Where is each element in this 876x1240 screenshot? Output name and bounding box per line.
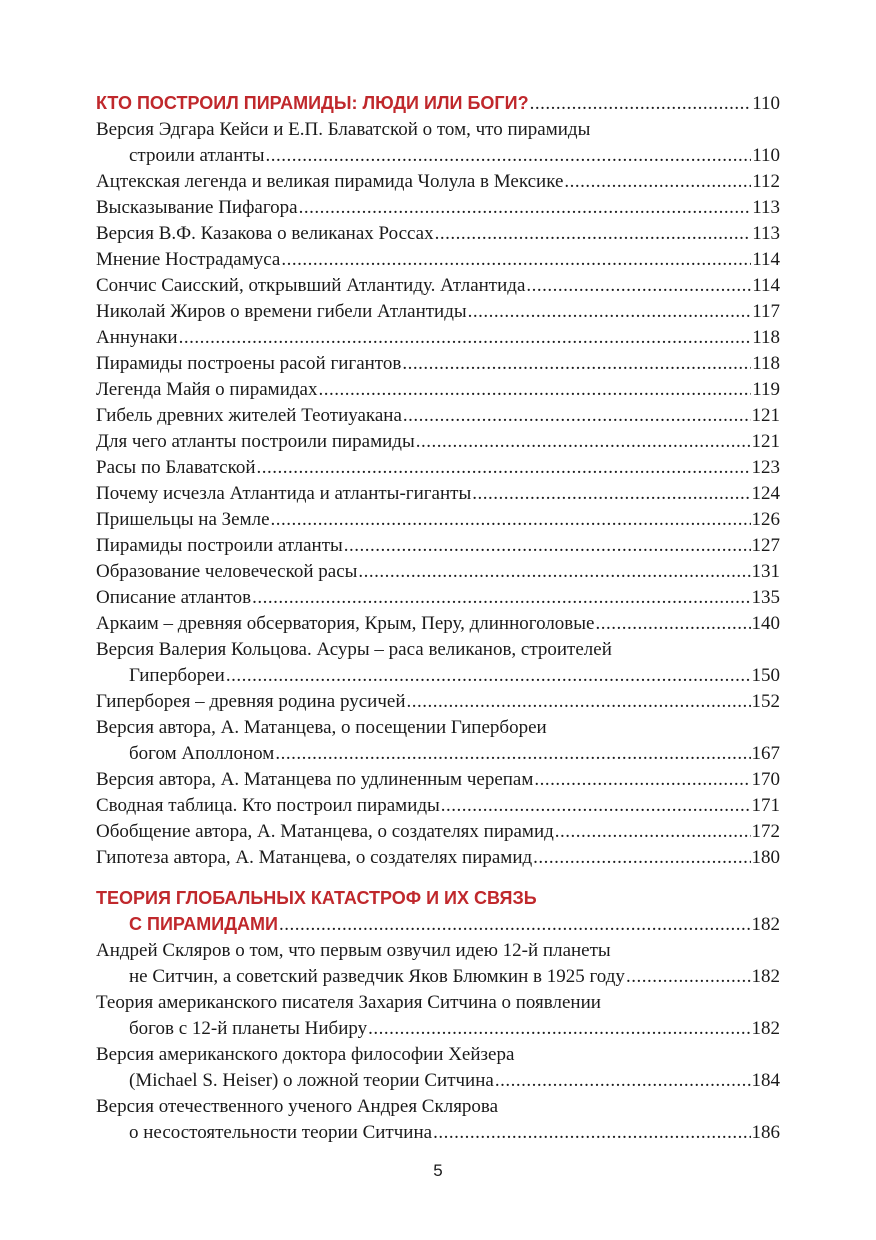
toc-entry xyxy=(96,325,780,351)
toc-entry xyxy=(96,585,780,611)
toc-entry-title: Образование человеческой расы xyxy=(96,561,358,582)
toc-entry xyxy=(96,1016,780,1042)
toc-entry xyxy=(96,221,780,247)
dot-leader xyxy=(472,481,750,507)
toc-entry xyxy=(96,247,780,273)
toc-entry-title: Версия В.Ф. Казакова о великанах Россах xyxy=(96,223,434,244)
toc-entry-title: Обобщение автора, А. Матанцева, о создателях пирамид xyxy=(96,821,554,842)
dot-leader xyxy=(626,964,751,990)
dot-leader xyxy=(279,912,751,938)
toc-page-number: 121 xyxy=(751,405,780,426)
toc-entry-title: Высказывание Пифагора xyxy=(96,197,298,218)
toc-page-number: 118 xyxy=(752,327,780,348)
toc-entry xyxy=(96,169,780,195)
toc-page-number: 118 xyxy=(752,353,780,374)
page-number: 5 xyxy=(433,1161,443,1180)
dot-leader xyxy=(275,741,750,767)
toc-entry-title: Аннунаки xyxy=(96,327,178,348)
toc-entry xyxy=(96,481,780,507)
dot-leader xyxy=(495,1068,751,1094)
toc-page-number: 180 xyxy=(751,847,780,868)
toc-page-number: 182 xyxy=(751,914,780,935)
dot-leader xyxy=(402,351,751,377)
dot-leader xyxy=(468,299,752,325)
dot-leader xyxy=(368,1016,750,1042)
toc-entry-title: Пришельцы на Земле xyxy=(96,509,270,530)
dot-leader xyxy=(318,377,751,403)
dot-leader xyxy=(179,325,752,351)
toc-page-number: 110 xyxy=(752,145,780,166)
toc-entry xyxy=(96,793,780,819)
toc-entry-title: Гибель древних жителей Теотиуакана xyxy=(96,405,402,426)
toc-page-number: 135 xyxy=(751,587,780,608)
toc-page-number: 119 xyxy=(752,379,780,400)
toc-entry-line: Версия Эдгара Кейси и Е.П. Блаватской о том, что пирамиды xyxy=(96,119,591,140)
toc-entry xyxy=(96,273,780,299)
toc-entry-title: Описание атлантов xyxy=(96,587,252,608)
toc-entry-title: Для чего атланты построили пирамиды xyxy=(96,431,415,452)
toc-entry xyxy=(96,559,780,585)
toc-page-number: 113 xyxy=(752,197,780,218)
toc-page-number: 117 xyxy=(752,301,780,322)
section-heading-line: ТЕОРИЯ ГЛОБАЛЬНЫХ КАТАСТРОФ И ИХ СВЯЗЬ xyxy=(96,888,537,908)
dot-leader xyxy=(530,91,752,117)
toc-page-number: 126 xyxy=(751,509,780,530)
toc-entry-title: Версия автора, А. Матанцева по удлиненным черепам xyxy=(96,769,534,790)
toc-entry-title: Гиперборея – древняя родина русичей xyxy=(96,691,406,712)
dot-leader xyxy=(271,507,751,533)
toc-page-number: 150 xyxy=(751,665,780,686)
section-heading-title: С ПИРАМИДАМИ xyxy=(129,914,278,934)
toc-entry xyxy=(96,533,780,559)
toc-page-number: 124 xyxy=(751,483,780,504)
toc-page-number: 112 xyxy=(752,171,780,192)
toc-entry xyxy=(96,767,780,793)
toc-section xyxy=(96,90,780,871)
dot-leader xyxy=(344,533,751,559)
dot-leader xyxy=(435,221,752,247)
toc-page-number: 170 xyxy=(751,769,780,790)
table-of-contents xyxy=(96,90,780,1146)
toc-entry-title: Мнение Нострадамуса xyxy=(96,249,281,270)
toc-entry xyxy=(96,143,780,169)
section-heading-title: КТО ПОСТРОИЛ ПИРАМИДЫ: ЛЮДИ ИЛИ БОГИ? xyxy=(96,93,529,113)
toc-entry xyxy=(96,819,780,845)
toc-entry-title: не Ситчин, а советский разведчик Яков Блюмкин в 1925 году xyxy=(129,966,625,987)
dot-leader xyxy=(595,611,750,637)
toc-entry xyxy=(96,351,780,377)
dot-leader xyxy=(555,819,751,845)
dot-leader xyxy=(257,455,751,481)
dot-leader xyxy=(433,1120,750,1146)
toc-entry-title: Николай Жиров о времени гибели Атлантиды xyxy=(96,301,467,322)
toc-entry-title: Сводная таблица. Кто построил пирамиды xyxy=(96,795,440,816)
toc-page-number: 171 xyxy=(751,795,780,816)
toc-entry-line: Версия автора, А. Матанцева, о посещении Гипербореи xyxy=(96,717,547,738)
dot-leader xyxy=(252,585,750,611)
toc-entry-title: Пирамиды построены расой гигантов xyxy=(96,353,402,374)
toc-page-number: 182 xyxy=(751,1018,780,1039)
toc-entry xyxy=(96,299,780,325)
toc-page-number: 140 xyxy=(751,613,780,634)
toc-page-number: 172 xyxy=(751,821,780,842)
toc-entry-title: строили атланты xyxy=(129,145,265,166)
toc-entry-title: Почему исчезла Атлантида и атланты-гиганты xyxy=(96,483,472,504)
toc-entry xyxy=(96,689,780,715)
toc-entry-title: Легенда Майя о пирамидах xyxy=(96,379,318,400)
toc-entry xyxy=(96,455,780,481)
dot-leader xyxy=(526,273,751,299)
toc-entry-title: о несостоятельности теории Ситчина xyxy=(129,1122,433,1143)
toc-entry-title: Гипербореи xyxy=(129,665,225,686)
toc-entry-line: Андрей Скляров о том, что первым озвучил идею 12-й планеты xyxy=(96,940,611,961)
toc-entry-title: Пирамиды построили атланты xyxy=(96,535,343,556)
toc-entry xyxy=(96,964,780,990)
toc-page-number: 121 xyxy=(751,431,780,452)
toc-entry xyxy=(96,611,780,637)
toc-entry-title: богов с 12-й планеты Нибиру xyxy=(129,1018,368,1039)
toc-section xyxy=(96,885,780,1146)
toc-page-number: 113 xyxy=(752,223,780,244)
toc-entry-title: богом Аполлоном xyxy=(129,743,275,764)
toc-entry xyxy=(96,429,780,455)
toc-entry-title: Расы по Блаватской xyxy=(96,457,256,478)
toc-entry-title: (Michael S. Heiser) о ложной теории Ситчина xyxy=(129,1070,494,1091)
toc-entry-title: Гипотеза автора, А. Матанцева, о создателях пирамид xyxy=(96,847,533,868)
toc-entry xyxy=(96,663,780,689)
dot-leader xyxy=(358,559,750,585)
dot-leader xyxy=(299,195,752,221)
toc-entry-title: Аркаим – древняя обсерватория, Крым, Перу, длинноголовые xyxy=(96,613,595,634)
toc-page-number: 167 xyxy=(751,743,780,764)
dot-leader xyxy=(281,247,751,273)
toc-entry xyxy=(96,377,780,403)
dot-leader xyxy=(226,663,751,689)
toc-entry xyxy=(96,507,780,533)
section-heading xyxy=(96,90,780,117)
toc-entry xyxy=(96,1120,780,1146)
toc-page-number: 184 xyxy=(751,1070,780,1091)
dot-leader xyxy=(534,767,750,793)
toc-page-number: 110 xyxy=(752,93,780,114)
toc-page-number: 182 xyxy=(751,966,780,987)
toc-page-number: 114 xyxy=(752,275,780,296)
toc-page-number: 114 xyxy=(752,249,780,270)
toc-entry xyxy=(96,741,780,767)
toc-entry xyxy=(96,195,780,221)
toc-entry-title: Ацтекская легенда и великая пирамида Чолула в Мексике xyxy=(96,171,564,192)
section-heading xyxy=(96,911,780,938)
toc-page-number: 186 xyxy=(751,1122,780,1143)
toc-entry-line: Теория американского писателя Захария Ситчина о появлении xyxy=(96,992,601,1013)
toc-entry-line: Версия Валерия Кольцова. Асуры – раса великанов, строителей xyxy=(96,639,612,660)
toc-entry-line: Версия американского доктора философии Хейзера xyxy=(96,1044,515,1065)
dot-leader xyxy=(441,793,751,819)
dot-leader xyxy=(403,403,751,429)
dot-leader xyxy=(265,143,751,169)
toc-entry xyxy=(96,845,780,871)
toc-page-number: 152 xyxy=(751,691,780,712)
toc-entry xyxy=(96,403,780,429)
toc-page-number: 127 xyxy=(751,535,780,556)
toc-entry xyxy=(96,1068,780,1094)
dot-leader xyxy=(406,689,750,715)
toc-page-number: 131 xyxy=(751,561,780,582)
toc-entry-line: Версия отечественного ученого Андрея Склярова xyxy=(96,1096,499,1117)
toc-entry-title: Сончис Саисский, открывший Атлантиду. Атлантида xyxy=(96,275,526,296)
dot-leader xyxy=(533,845,750,871)
toc-page-number: 123 xyxy=(751,457,780,478)
dot-leader xyxy=(416,429,751,455)
dot-leader xyxy=(564,169,751,195)
